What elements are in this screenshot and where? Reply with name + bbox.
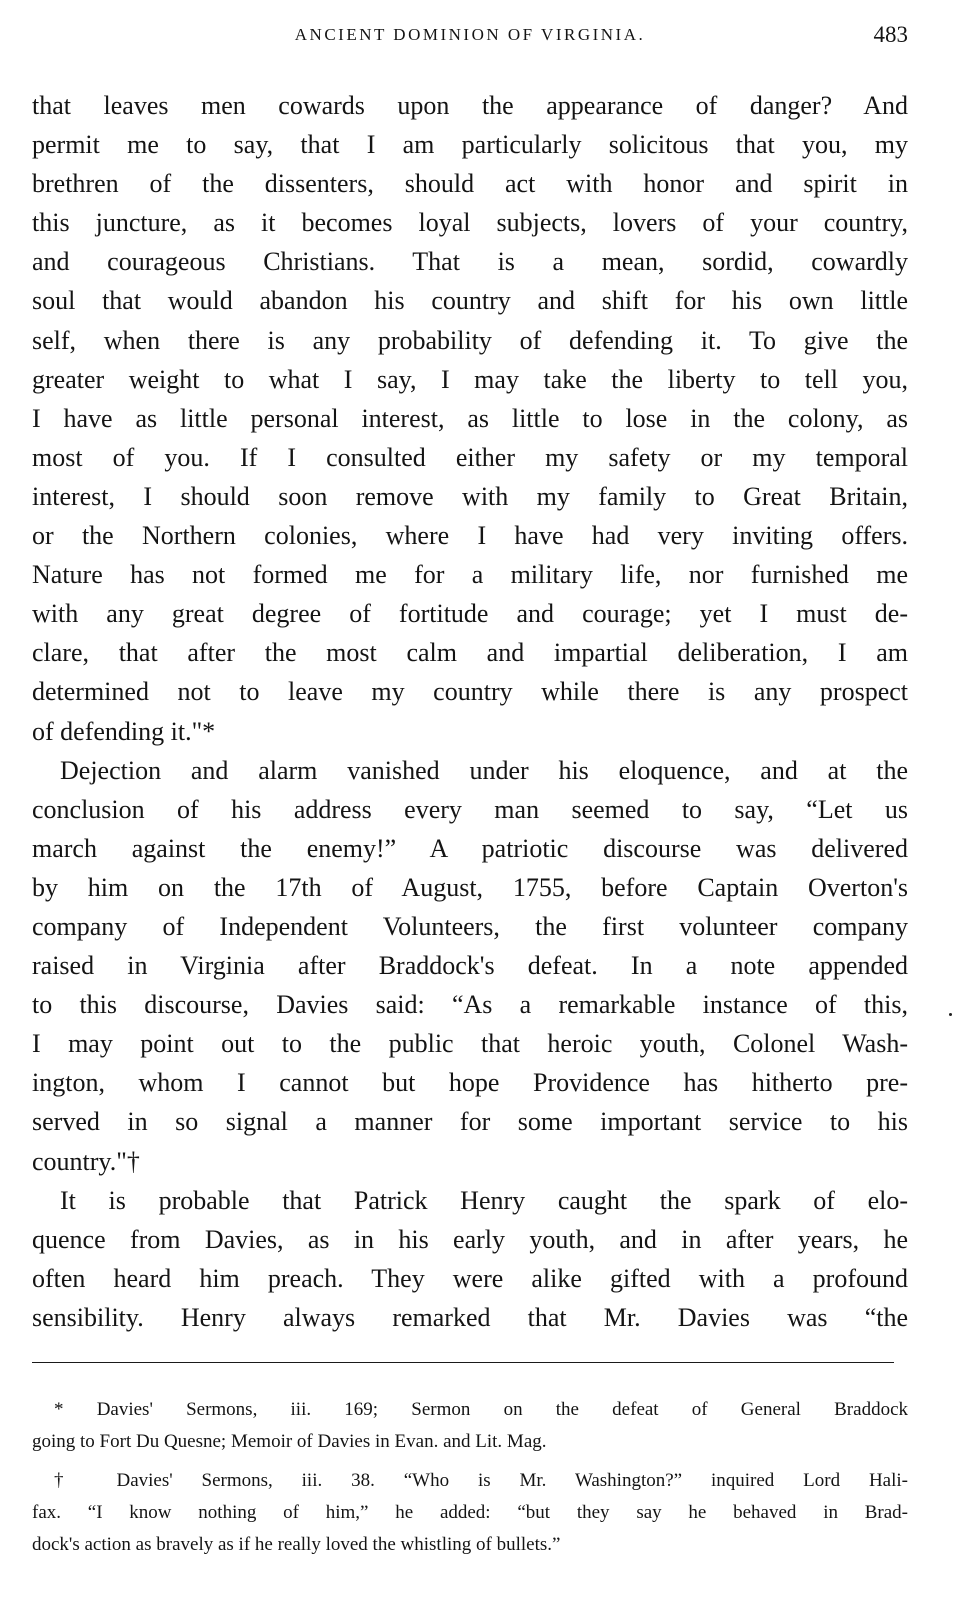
- body-line: greater weight to what I say, I may take the liberty to tell you,: [32, 364, 908, 394]
- body-line: this juncture, as it becomes loyal subjects, lovers of your country,: [32, 208, 908, 238]
- body-line: country."†: [32, 1146, 140, 1176]
- body-line: of defending it."*: [32, 716, 216, 746]
- body-line: ington, whom I cannot but hope Providence has hitherto pre-: [32, 1068, 908, 1098]
- body-line: conclusion of his address every man seemed to say, “Let us: [32, 794, 908, 824]
- body-line: with any great degree of fortitude and courage; yet I must de-: [32, 599, 908, 629]
- footnote-line: fax. “I know nothing of him,” he added: “but they say he behaved in Brad-: [32, 1502, 908, 1524]
- footnotes: [32, 1394, 908, 1560]
- body-line: served in so signal a manner for some important service to his: [32, 1107, 908, 1137]
- running-title: ANCIENT DOMINION OF VIRGINIA.: [294, 25, 646, 44]
- body-line: or the Northern colonies, where I have had very inviting offers.: [32, 521, 908, 551]
- body-line: interest, I should soon remove with my family to Great Britain,: [32, 481, 908, 511]
- footnote-line: † Davies' Sermons, iii. 38. “Who is Mr. Washington?” inquired Lord Hali-: [54, 1470, 908, 1492]
- page-number: 483: [873, 22, 908, 47]
- body-line: sensibility. Henry always remarked that Mr. Davies was “the: [32, 1302, 908, 1332]
- footnote-line: dock's action as bravely as if he really loved the whistling of bullets.”: [32, 1533, 561, 1555]
- body-line: that leaves men cowards upon the appearance of danger? And: [32, 91, 908, 120]
- footnote-line: * Davies' Sermons, iii. 169; Sermon on the defeat of General Braddock: [54, 1399, 908, 1420]
- body-line: I may point out to the public that heroic youth, Colonel Wash-: [32, 1029, 908, 1059]
- body-line: permit me to say, that I am particularly solicitous that you, my: [32, 130, 908, 160]
- footnote-line: going to Fort Du Quesne; Memoir of Davies in Evan. and Lit. Mag.: [32, 1430, 547, 1452]
- body-line: brethren of the dissenters, should act with honor and spirit in: [32, 169, 908, 199]
- body-line: Nature has not formed me for a military life, nor furnished me: [32, 560, 908, 590]
- body-line: raised in Virginia after Braddock's defeat. In a note appended: [32, 951, 908, 981]
- body-line: by him on the 17th of August, 1755, before Captain Overton's: [32, 872, 908, 902]
- body-line: often heard him preach. They were alike gifted with a profound: [32, 1263, 908, 1293]
- paragraph-start-line: Dejection and alarm vanished under his eloquence, and at the: [60, 755, 908, 785]
- print-speck: [949, 1013, 952, 1016]
- footnote-rule: [32, 1362, 894, 1363]
- body-line: soul that would abandon his country and shift for his own little: [32, 286, 908, 316]
- body-line: company of Independent Volunteers, the first volunteer company: [32, 911, 908, 941]
- paragraph-start-line: It is probable that Patrick Henry caught the spark of elo-: [60, 1185, 908, 1215]
- body-line: most of you. If I consulted either my safety or my temporal: [32, 442, 908, 472]
- body-line: and courageous Christians. That is a mean, sordid, cowardly: [32, 247, 908, 277]
- body-line: self, when there is any probability of defending it. To give the: [32, 325, 908, 355]
- body-line: I have as little personal interest, as little to lose in the colony, as: [32, 403, 908, 433]
- body-line: quence from Davies, as in his early youth, and in after years, he: [32, 1224, 908, 1254]
- body-line: determined not to leave my country while there is any prospect: [32, 677, 908, 707]
- body-line: to this discourse, Davies said: “As a remarkable instance of this,: [32, 990, 908, 1020]
- running-head: [32, 20, 908, 50]
- body-line: clare, that after the most calm and impartial deliberation, I am: [32, 638, 908, 668]
- body-line: march against the enemy!” A patriotic discourse was delivered: [32, 833, 908, 863]
- body-text: [32, 86, 908, 1337]
